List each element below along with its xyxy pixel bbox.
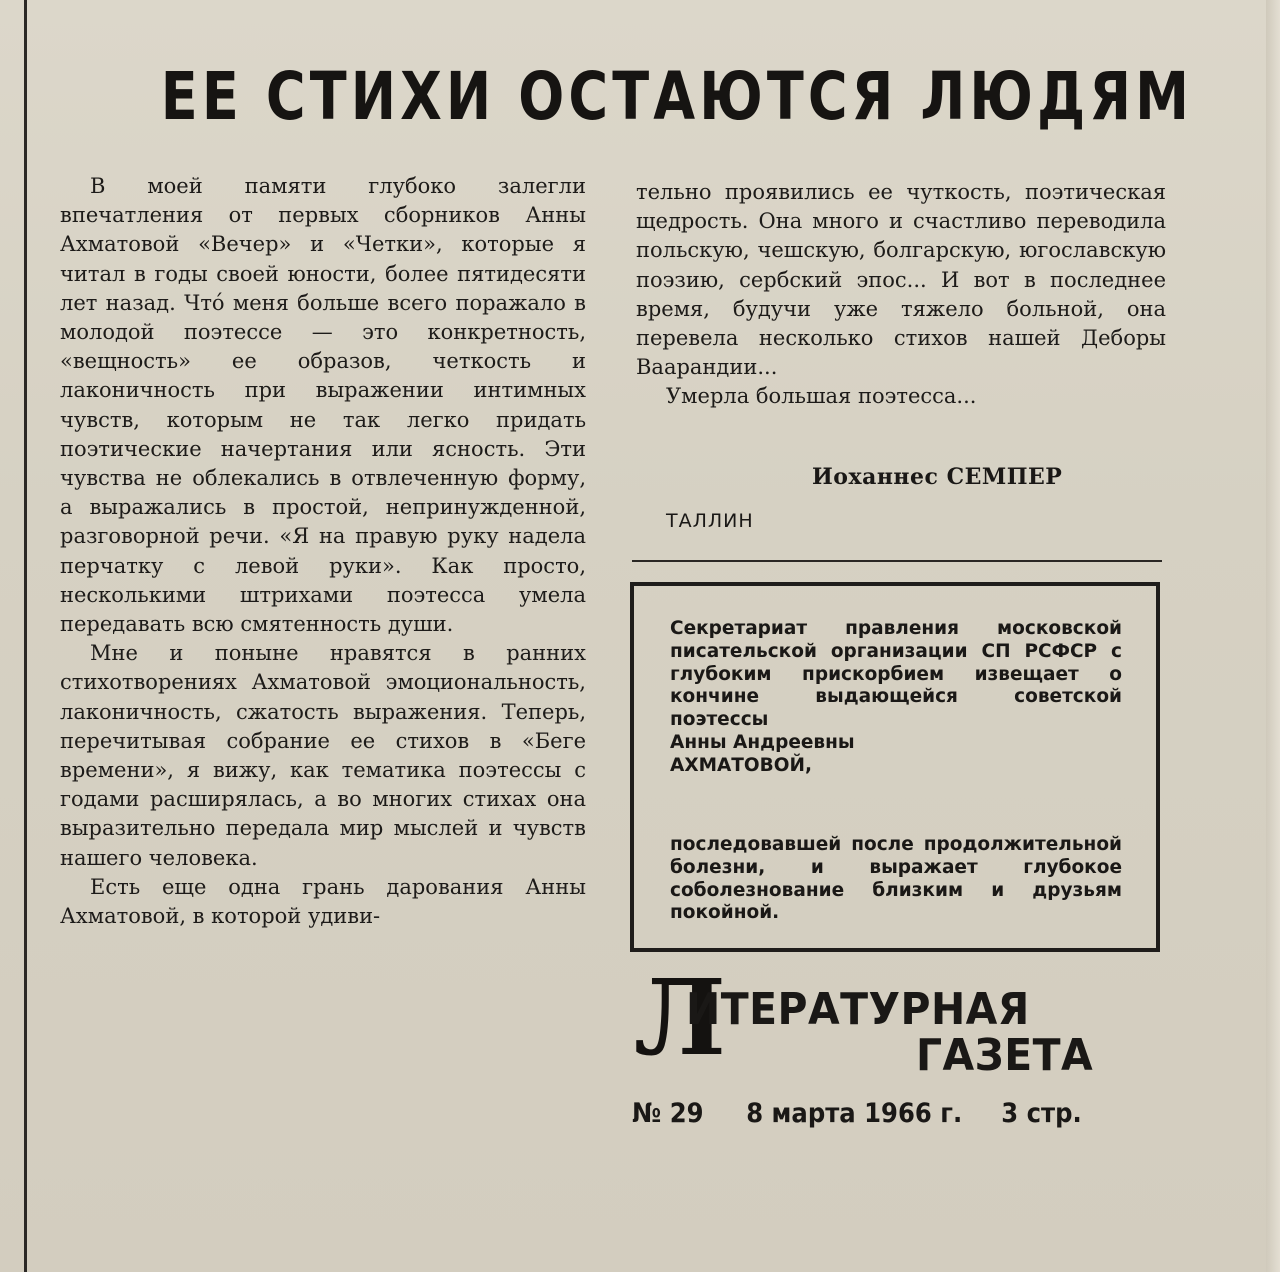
notice-intro: Секретариат правления московской писательской организации СП РСФСР с глубоким прискорбием извещает о кончине выдающейся советской поэтессы <box>670 618 1122 731</box>
issue-date: 8 марта 1966 г. <box>746 1098 963 1129</box>
article-paragraph: Есть еще одна грань дарования Анны Ахматовой, в которой удиви- <box>60 874 586 929</box>
masthead-initial: Л <box>634 956 726 1079</box>
notice-closing: последовавшей после продолжительной болезни, и выражает глубокое соболезнование близким и друзьям покойной. <box>670 834 1122 924</box>
page-edge <box>1266 0 1280 1272</box>
article-headline: ЕЕ СТИХИ ОСТАЮТСЯ ЛЮДЯМ <box>160 58 1194 135</box>
article-paragraph: тельно проявились ее чуткость, поэтическая щедрость. Она много и счастливо переводила польскую, чешскую, болгарскую, югославскую поэзию, сербский эпос... И вот в последнее время, будучи уже тяжело больной, она перевела несколько стихов нашей Деборы Ваарандии... <box>636 180 1166 380</box>
notice-body <box>670 618 1122 778</box>
article-column-right <box>636 178 1166 412</box>
article-paragraph: Умерла большая поэтесса... <box>666 384 977 409</box>
article-city: ТАЛЛИН <box>666 510 754 532</box>
article-author: Иоханнес СЕМПЕР <box>812 464 1063 490</box>
column-rule <box>24 0 27 1272</box>
masthead-line-1: ИТЕРАТУРНАЯ <box>686 984 1030 1035</box>
obituary-notice <box>630 582 1160 952</box>
notice-surname: АХМАТОВОЙ, <box>670 754 812 776</box>
issue-info <box>632 1098 1109 1129</box>
section-divider <box>632 560 1162 562</box>
article-paragraph: Мне и поныне нравятся в ранних стихотворениях Ахматовой эмоциональность, лаконичность, сжатость выражения. Теперь, перечитывая собрание ее стихов в «Беге времени», я вижу, как тематика поэтессы с годами расширялась, а во многих стихах она выразительно передала мир мыслей и чувств нашего человека. <box>60 641 586 870</box>
article-paragraph: В моей памяти глубоко залегли впечатления от первых сборников Анны Ахматовой «Вечер» и «Четки», которые я читал в годы своей юности, более пятидесяти лет назад. Что́ меня больше всего поражало в молодой поэтессе — это конкретность, «вещность» ее образов, четкость и лаконичность при выражении интимных чувств, которым не так легко придать поэтические начертания или ясность. Эти чувства не облекались в отвлеченную форму, а выражались в простой, непринужденной, разговорной речи. «Я на правую руку надела перчатку с левой руки». Как просто, несколькими штрихами поэтесса умела передавать всю смятенность души. <box>60 174 586 637</box>
newspaper-masthead <box>634 956 1154 1081</box>
article-column-left <box>60 172 586 931</box>
notice-name: Анны Андреевны <box>670 731 855 753</box>
issue-number: № 29 <box>632 1098 704 1129</box>
masthead-line-2: ГАЗЕТА <box>916 1030 1094 1081</box>
issue-page: 3 стр. <box>1001 1098 1082 1129</box>
